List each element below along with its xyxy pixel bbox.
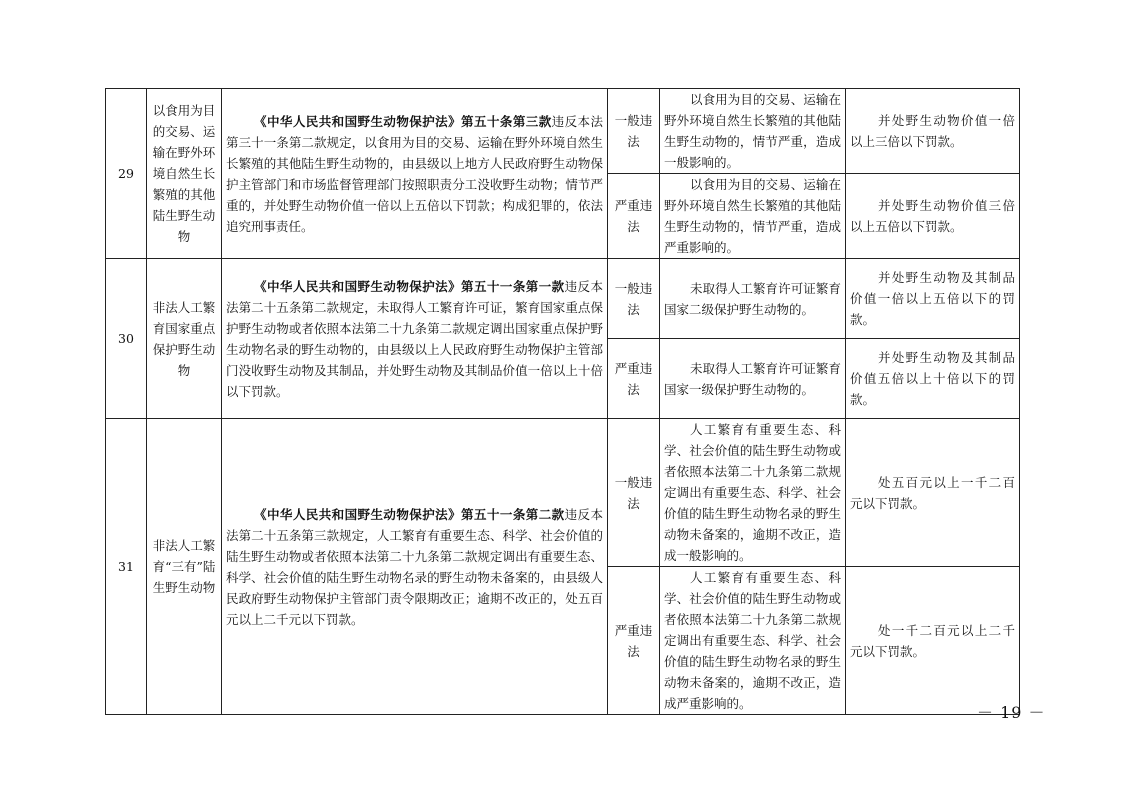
violation-level: 一般违法 (608, 89, 660, 174)
circumstance-text: 未取得人工繁育许可证繁育国家二级保护野生动物的。 (664, 280, 841, 317)
circumstance (660, 567, 846, 715)
law-article-text: 违反本法第二十五条第二款规定，未取得人工繁育许可证，繁育国家重点保护野生动物或者依照本法第二十九条第二款规定调出国家重点保护野生动物名录的野生动物的，由县级以上人民政府野生动物保护主管部门没收野生动物及其制品，并处野生动物及其制品价值一倍以上十倍以下罚款。 (226, 278, 603, 399)
table-row (106, 89, 1020, 174)
circumstance-text: 以食用为目的交易、运输在野外环境自然生长繁殖的其他陆生野生动物的，情节严重，造成严重影响的。 (664, 177, 841, 255)
circumstance (660, 174, 846, 259)
circumstance (660, 339, 846, 419)
table-row (106, 259, 1020, 339)
legal-basis (222, 259, 608, 419)
violation-act: 非法人工繁育“三有”陆生野生动物 (147, 419, 222, 715)
violation-level: 严重违法 (608, 339, 660, 419)
penalty-text: 并处野生动物价值三倍以上五倍以下罚款。 (850, 198, 1015, 234)
law-article-text: 违反本法第三十一条第二款规定，以食用为目的交易、运输在野外环境自然生长繁殖的其他陆生野生动物的，由县级以上地方人民政府野生动物保护主管部门和市场监督管理部门按照职责分工没收野生动物；情节严重的，并处野生动物价值一倍以上五倍以下罚款；构成犯罪的，依法追究刑事责任。 (226, 113, 603, 234)
penalty-text: 并处野生动物及其制品价值一倍以上五倍以下的罚款。 (850, 270, 1015, 327)
violation-act: 非法人工繁育国家重点保护野生动物 (147, 259, 222, 419)
penalty (846, 89, 1020, 174)
penalty (846, 259, 1020, 339)
violation-act: 以食用为目的交易、运输在野外环境自然生长繁殖的其他陆生野生动物 (147, 89, 222, 259)
legal-basis (222, 89, 608, 259)
table-row (106, 419, 1020, 567)
circumstance-text: 人工繁育有重要生态、科学、社会价值的陆生野生动物或者依照本法第二十九条第二款规定调出有重要生态、科学、社会价值的陆生野生动物名录的野生动物未备案的，逾期不改正，造成严重影响的。 (664, 570, 841, 711)
violation-level: 一般违法 (608, 259, 660, 339)
circumstance (660, 419, 846, 567)
row-number: 29 (106, 89, 147, 259)
penalty-text: 处五百元以上一千二百元以下罚款。 (850, 474, 1015, 511)
circumstance (660, 259, 846, 339)
circumstance-text: 人工繁育有重要生态、科学、社会价值的陆生野生动物或者依照本法第二十九条第二款规定调出有重要生态、科学、社会价值的陆生野生动物名录的野生动物未备案的，逾期不改正，造成一般影响的。 (664, 422, 841, 563)
violation-level: 严重违法 (608, 174, 660, 259)
penalty (846, 419, 1020, 567)
penalty-standard-table (105, 88, 1020, 715)
law-article-text: 违反本法第二十五条第三款规定，人工繁育有重要生态、科学、社会价值的陆生野生动物或者依照本法第二十九条第二款规定调出有重要生态、科学、社会价值的陆生野生动物名录的野生动物未备案的，由县级人民政府野生动物保护主管部门责令限期改正；逾期不改正的，处五百元以上二千元以下罚款。 (226, 506, 603, 627)
page-number: － 19 － (977, 703, 1046, 722)
law-article-title: 《中华人民共和国野生动物保护法》第五十一条第一款 (254, 278, 565, 294)
penalty-text: 并处野生动物价值一倍以上三倍以下罚款。 (850, 113, 1015, 149)
legal-basis (222, 419, 608, 715)
violation-level: 一般违法 (608, 419, 660, 567)
penalty (846, 339, 1020, 419)
circumstance-text: 以食用为目的交易、运输在野外环境自然生长繁殖的其他陆生野生动物的，情节严重，造成一般影响的。 (664, 92, 841, 170)
penalty-text: 处一千二百元以上二千元以下罚款。 (850, 622, 1015, 659)
law-article-title: 《中华人民共和国野生动物保护法》第五十条第三款 (254, 113, 552, 129)
penalty-text: 并处野生动物及其制品价值五倍以上十倍以下的罚款。 (850, 350, 1015, 407)
violation-level: 严重违法 (608, 567, 660, 715)
row-number: 30 (106, 259, 147, 419)
row-number: 31 (106, 419, 147, 715)
law-article-title: 《中华人民共和国野生动物保护法》第五十一条第二款 (254, 506, 565, 522)
penalty (846, 174, 1020, 259)
circumstance-text: 未取得人工繁育许可证繁育国家一级保护野生动物的。 (664, 360, 841, 397)
circumstance (660, 89, 846, 174)
penalty (846, 567, 1020, 715)
